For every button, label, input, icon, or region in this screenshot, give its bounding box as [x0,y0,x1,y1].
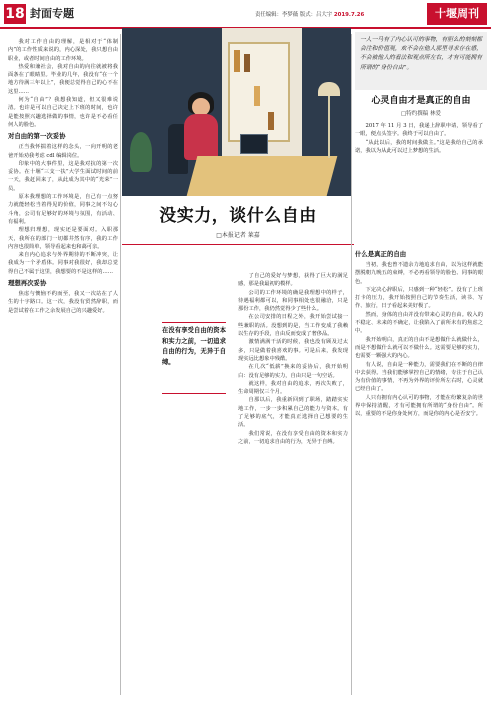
paragraph: 原本我理想的工作环境是，自己有一点努力就能轻松当着得见的价值，同事之间不勾心斗角，公司有足够好的环境与氛围，有活动、有福利。 [8,194,118,225]
paragraph: 热爱和兼社会，我对自由的向往就被将我面条在了眼睛里。毕业的几年，我没有“在一个地方待满三年以上”，我便总觉得自己的心不在这里…… [8,63,118,95]
paragraph: 在几次“低薪”换来的妥协后，我开始明白：没有足够的实力，自由只是一句空话。 [238,364,348,379]
paragraph: 在公司安排的日程之外，我开始尝试接一些兼职的活。没想到的是，当工作变成了我赖以生存的手段，自由反而变成了奢侈品。 [238,314,348,338]
sidebar-quote: 一人一马有了内心认可的事物，有胆么的刻刻都会注和价值观，欢不会在他人那里寻求存在感，不会被他人的看法和观点所左右，才有可能拥有所谓的“身份自由”。 [360,37,482,71]
paragraph: 有人说，自由是一种能力，需要我们在不断的自律中去获得。当我们能够掌控自己的情绪，专注于自己认为有价值的事情，不再为外界的评价所左右时，心灵就已经自由了。 [355,361,483,393]
paragraph: 何为“自由”？我想我知道，但又很难说清。也许是可以自己决定上下班的时间，也许是能按照兴趣选择做的事情，也许是不必看任何人的脸色。 [8,97,118,128]
pull-quote: 在没有享受自由的资本和实力之前，一切追求自由的行为，无异于自缚。 [162,322,226,394]
section-title: 封面专题 [30,7,74,20]
sidebar-column [355,247,483,695]
article-column-left [8,38,118,695]
paragraph: 了自己的爱好与梦想，获得了巨大的满足感，那是我最初的模样。 [238,273,348,288]
paragraph: 当初，我也曾不遗余力地追求自由，以为这样就能摆脱朝九晚五的束缚，不必再看领导的脸色、同事的眼色。 [355,262,483,285]
plant-graphic [130,132,152,172]
page-number: 18 [5,6,25,22]
paragraph: 2017 年 11 月 3 日，我递上辞职申请，领导看了一眼，便点头签字。我终于可以自由了。 [355,123,483,138]
paragraph: 正当我怀揣着这样的念头，一向开明的老爸开始劝我考虑 cdl 编辑岗位。 [8,144,118,159]
sidebar-quote-box [355,32,487,90]
subheading: 什么是真正的自由 [355,250,407,258]
editor-credits [255,11,364,19]
column-divider [351,34,352,695]
paragraph: 下定决心辞职后，只感到一种“轻松”。没有了上班打卡的压力，我开始按照自己的节奏生活，读书、写作、旅行，日子看起来美好极了。 [355,286,483,310]
credits-text: 责任编辑：李梦薇 版式：吕大宇 [255,12,334,18]
paragraph: 公司的工作环境的确是我理想中的样子，待遇福利都可以，和同事相处也很融洽，只是那份工作，我仍然觉得少了些什么。 [238,289,348,313]
subheading: 对自由的第一次妥协 [8,132,66,141]
paragraph: 印象中的大事件里，这是我对抗的第一次妥协。在十堰“三支一扶”大学生面试时间的前一天，我赶回来了，从此成为其中的“光荣”一员。 [8,160,118,192]
paragraph: 来自内心追求与外界期待的不断冲突，让我成为一个矛盾体。同事对我很好，我却总觉得自己不属于这里，我想要的不是这样的…… [8,252,118,275]
lamp-graphic [318,82,340,96]
subheading: 理想再次妥协 [8,279,47,288]
paragraph: 焦虑与懊恼不约而至，我又一次站在了人生的十字路口。这一次，我没有贸然辞职，而是尝试着在工作之余发展自己的兴趣爱好。 [8,291,118,314]
paragraph: 就这样，我对自由的追求，再次失败了，生命周期仅三个月。 [238,380,348,396]
paragraph: 人只有拥有内心认可的事物，才能在纷繁复杂的世界中保持清醒，才有可能拥有所谓的“身份自由”。所以，重要的不是你身处何方，而是你的内心是否安宁。 [355,394,483,418]
sidebar-byline: □特约撰稿 林爱 [401,111,441,117]
sidebar-intro [355,122,483,244]
paragraph: “从此以后，我的时间我做主。”这是我给自己的承诺，我以为从此可以过上梦想的生活。 [355,139,483,154]
title-rule [122,244,354,245]
paragraph: 我对工作自由的理解，是相对于“体制内”的工作性质来说的，内心深处，我只想自由职业，或者时间自由的工作环境。 [8,39,118,62]
paragraph: 自那以后，我重新回到了职场，踏踏实实地工作，一步一步积累自己的能力与资本。有了足够的底气，才能真正选择自己想要的生活。 [238,397,348,429]
page-header [0,0,491,28]
paragraph: 理想归理想，现实还是要面对。入职那天，我所在的部门一切都井然有序，我的工作内容也很简单，领导看起来也和蔼可亲。 [8,227,118,250]
paragraph: 然而，身体的自由并没有带来心灵的自由。收入的不稳定、未来的不确定，让我陷入了前所未有的焦虑之中。 [355,311,483,335]
desk-graphic [187,156,338,196]
article-column-middle [238,272,348,695]
article-title: 没实力，谈什么自由 [159,206,317,226]
woman-at-desk-illustration [122,28,351,196]
paragraph: 我们常说，在没有享受自由的资本和实力之前，一切追求自由的行为，无异于自缚。 [238,430,348,445]
sidebar-headline: 心灵自由才是真正的自由 [371,96,471,106]
issue-date: 2019.7.26 [333,12,365,18]
paragraph: 我开始明白，真正的自由不是想做什么就做什么，而是不想做什么就可以不做什么。这需要足够的实力，也需要一颗强大的内心。 [355,336,483,360]
article-byline: □本报记者 莱嘉 [216,232,260,239]
column-divider [120,34,121,695]
brand-logo: 十堰周刊 [427,3,487,25]
paragraph: 激情满满干活的时候，我也没有顾及过太多，只是做着我喜欢的事。可是后来，我发现现实远比想象中残酷。 [238,339,348,362]
monitor-graphic [240,134,268,154]
